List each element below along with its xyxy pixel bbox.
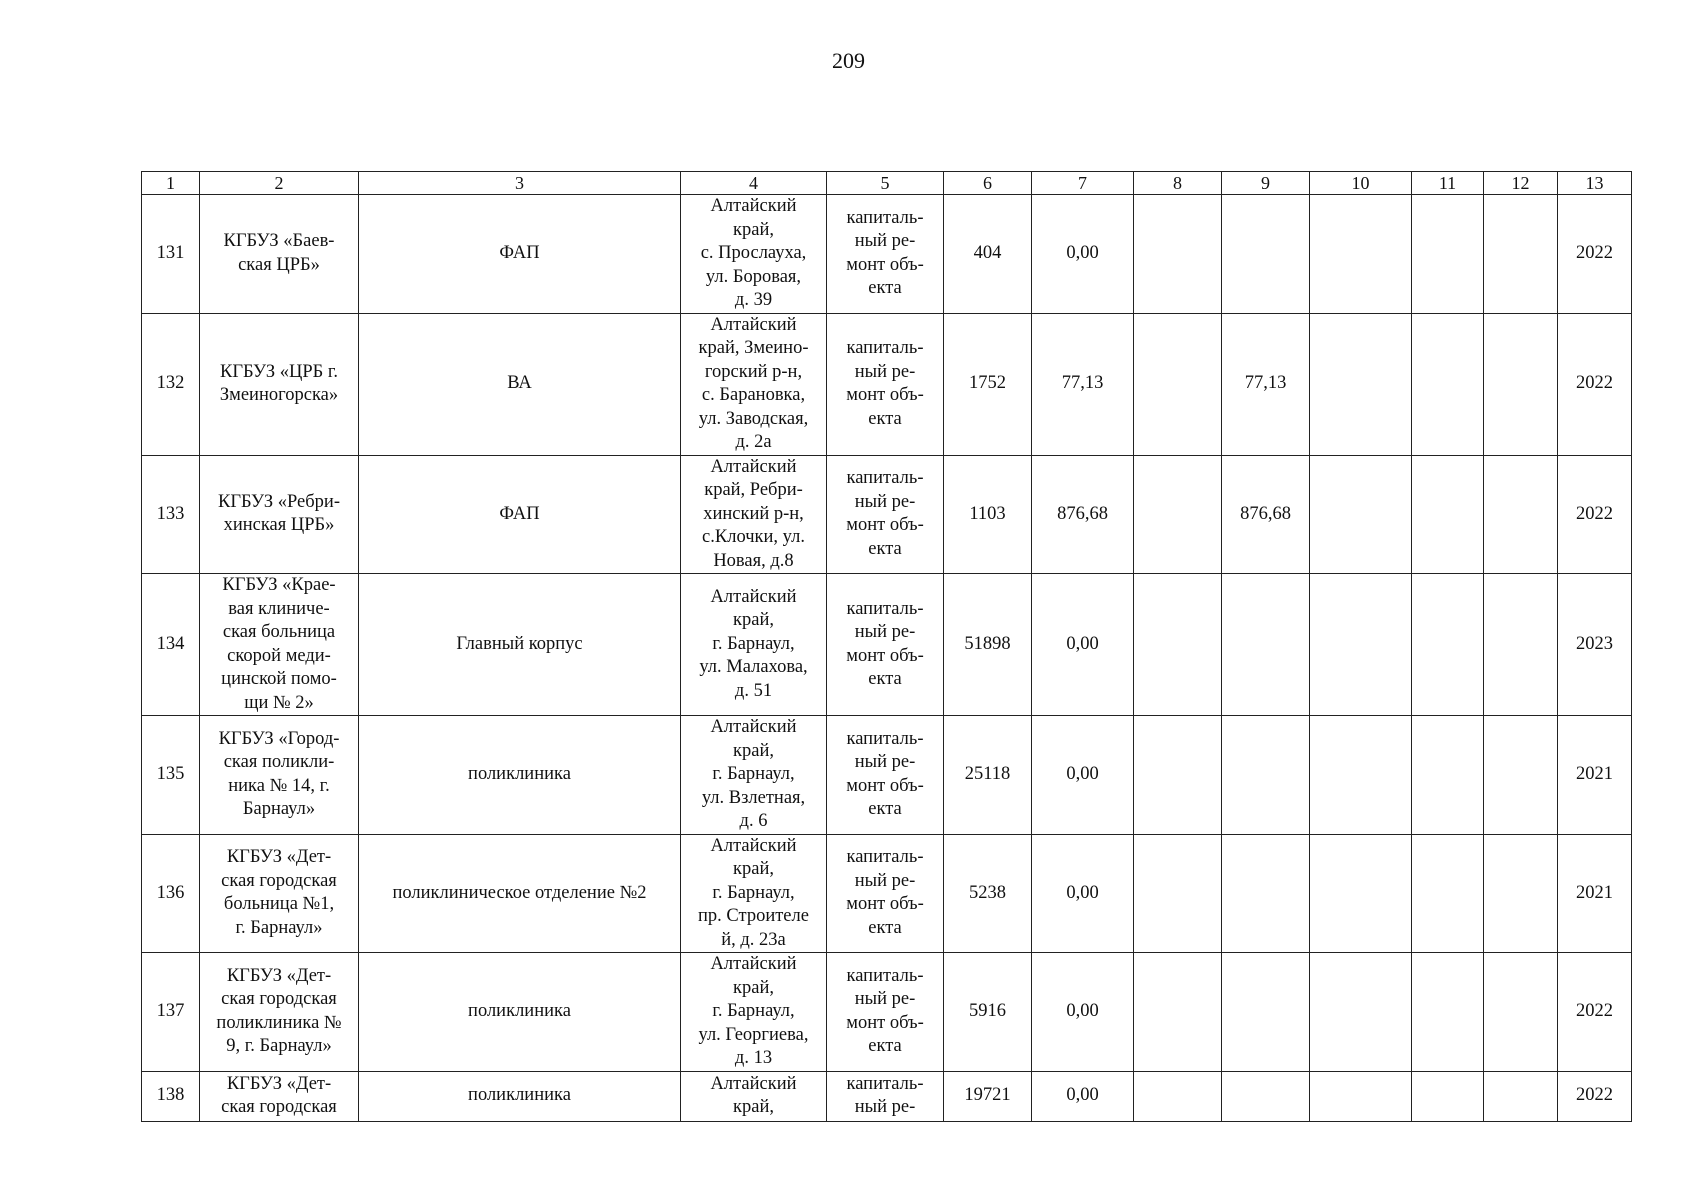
cell-line: капиталь- xyxy=(846,468,924,489)
cell-line: ный ре- xyxy=(854,989,916,1010)
cell-line: Змеиногорска» xyxy=(219,385,339,405)
table-row xyxy=(142,1071,1632,1121)
cell-line: ный ре- xyxy=(854,870,916,891)
cell-line: с. Барановка, xyxy=(701,385,806,405)
cell-line: г. Барнаул, xyxy=(712,882,795,903)
row-number: 136 xyxy=(142,834,200,953)
object-cell: поликлиника xyxy=(359,953,681,1072)
cell-line: КГБУЗ «Дет- xyxy=(226,1073,332,1094)
col-7-cell: 0,00 xyxy=(1032,716,1134,835)
table-row xyxy=(142,953,1632,1072)
object-cell: ФАП xyxy=(359,195,681,314)
cell-line: ный ре- xyxy=(854,231,916,252)
cell-line: пр. Строителе xyxy=(698,906,809,926)
cell-line: скорой меди- xyxy=(227,645,331,666)
cell-line: д. 6 xyxy=(739,811,768,831)
work-type-cell xyxy=(827,953,944,1072)
address-cell xyxy=(681,313,827,455)
cell-line: г. Барнаул, xyxy=(712,1001,795,1021)
col-10-cell xyxy=(1310,716,1412,835)
cell-line: Алтайский xyxy=(710,196,797,216)
col-7-cell: 0,00 xyxy=(1032,195,1134,314)
col-8-cell xyxy=(1134,953,1222,1072)
organization-cell xyxy=(200,716,359,835)
col-7-cell: 77,13 xyxy=(1032,313,1134,455)
cell-line: монт объ- xyxy=(846,645,924,666)
row-number: 138 xyxy=(142,1071,200,1121)
cell-line: ный ре- xyxy=(854,622,916,642)
cell-line: монт объ- xyxy=(846,385,924,405)
col-11-cell xyxy=(1412,574,1484,716)
col-8-cell xyxy=(1134,455,1222,574)
col-9-cell: 77,13 xyxy=(1222,313,1310,455)
col-11-cell xyxy=(1412,716,1484,835)
cell-line: щи № 2» xyxy=(244,692,314,713)
address-cell xyxy=(681,455,827,574)
cell-line: ул. Георгиева, xyxy=(698,1024,809,1045)
col-10-cell xyxy=(1310,313,1412,455)
address-cell xyxy=(681,1071,827,1121)
col-7-cell: 0,00 xyxy=(1032,834,1134,953)
address-cell xyxy=(681,195,827,314)
cell-line: ская городская xyxy=(221,870,337,891)
address-cell xyxy=(681,716,827,835)
column-number: 13 xyxy=(1558,172,1632,195)
year-cell: 2021 xyxy=(1558,834,1632,953)
cell-line: Алтайский xyxy=(710,717,797,737)
col-8-cell xyxy=(1134,834,1222,953)
col-9-cell xyxy=(1222,953,1310,1072)
col-11-cell xyxy=(1412,455,1484,574)
address-cell xyxy=(681,834,827,953)
column-number: 12 xyxy=(1484,172,1558,195)
object-cell: поликлиника xyxy=(359,1071,681,1121)
column-number: 3 xyxy=(359,172,681,195)
cell-line: д. 13 xyxy=(734,1048,773,1068)
col-11-cell xyxy=(1412,313,1484,455)
cell-line: екта xyxy=(868,799,902,820)
cell-line: Алтайский xyxy=(710,314,797,335)
work-type-cell xyxy=(827,574,944,716)
cell-line: монт объ- xyxy=(846,1012,924,1033)
col-10-cell xyxy=(1310,834,1412,953)
col-9-cell xyxy=(1222,574,1310,716)
column-number: 11 xyxy=(1412,172,1484,195)
col-6-cell: 51898 xyxy=(944,574,1032,716)
row-number: 131 xyxy=(142,195,200,314)
cell-line: ская ЦРБ» xyxy=(238,254,320,275)
row-number: 133 xyxy=(142,455,200,574)
col-10-cell xyxy=(1310,953,1412,1072)
col-10-cell xyxy=(1310,455,1412,574)
col-12-cell xyxy=(1484,313,1558,455)
cell-line: край, xyxy=(733,859,774,879)
col-12-cell xyxy=(1484,716,1558,835)
cell-line: капиталь- xyxy=(846,847,924,868)
column-number: 7 xyxy=(1032,172,1134,195)
year-cell: 2021 xyxy=(1558,716,1632,835)
year-cell: 2022 xyxy=(1558,953,1632,1072)
col-9-cell: 876,68 xyxy=(1222,455,1310,574)
cell-line: екта xyxy=(868,538,902,559)
cell-line: ская поликли- xyxy=(223,752,335,773)
table-row xyxy=(142,455,1632,574)
cell-line: Алтайский xyxy=(710,954,797,974)
cell-line: г. Барнаул, xyxy=(712,764,795,784)
work-type-cell xyxy=(827,834,944,953)
data-table xyxy=(141,171,1632,1122)
column-number: 10 xyxy=(1310,172,1412,195)
work-type-cell xyxy=(827,195,944,314)
cell-line: г. Барнаул, xyxy=(712,633,795,654)
address-cell xyxy=(681,953,827,1072)
col-10-cell xyxy=(1310,574,1412,716)
col-11-cell xyxy=(1412,953,1484,1072)
col-10-cell xyxy=(1310,1071,1412,1121)
cell-line: екта xyxy=(868,1036,902,1057)
col-11-cell xyxy=(1412,834,1484,953)
cell-line: ская больница xyxy=(222,622,336,642)
work-type-cell xyxy=(827,716,944,835)
cell-line: поликлиника № xyxy=(216,1012,342,1033)
table-row xyxy=(142,313,1632,455)
col-9-cell xyxy=(1222,716,1310,835)
cell-line: ул. Малахова, xyxy=(699,657,808,678)
cell-line: г. Барнаул» xyxy=(235,917,323,938)
page-number: 209 xyxy=(832,48,865,73)
work-type-cell xyxy=(827,1071,944,1121)
col-7-cell: 0,00 xyxy=(1032,953,1134,1072)
column-number: 8 xyxy=(1134,172,1222,195)
col-11-cell xyxy=(1412,1071,1484,1121)
cell-line: капиталь- xyxy=(846,728,924,749)
organization-cell xyxy=(200,455,359,574)
object-cell: поликлиническое отделение №2 xyxy=(359,834,681,953)
col-12-cell xyxy=(1484,953,1558,1072)
cell-line: КГБУЗ «Дет- xyxy=(226,965,332,986)
cell-line: екта xyxy=(868,278,902,299)
cell-line: горский р-н, xyxy=(704,361,803,382)
col-8-cell xyxy=(1134,574,1222,716)
object-cell: ФАП xyxy=(359,455,681,574)
col-6-cell: 404 xyxy=(944,195,1032,314)
organization-cell xyxy=(200,313,359,455)
cell-line: 9, г. Барнаул» xyxy=(226,1036,332,1057)
row-number: 135 xyxy=(142,716,200,835)
cell-line: край, xyxy=(733,219,774,240)
cell-line: монт объ- xyxy=(846,775,924,796)
col-12-cell xyxy=(1484,834,1558,953)
col-8-cell xyxy=(1134,195,1222,314)
col-6-cell: 1103 xyxy=(944,455,1032,574)
year-cell: 2022 xyxy=(1558,455,1632,574)
cell-line: д. 2а xyxy=(735,432,772,452)
col-8-cell xyxy=(1134,1071,1222,1121)
year-cell: 2023 xyxy=(1558,574,1632,716)
table-row xyxy=(142,834,1632,953)
table-row xyxy=(142,716,1632,835)
year-cell: 2022 xyxy=(1558,313,1632,455)
cell-line: КГБУЗ «Ребри- xyxy=(218,491,340,512)
object-cell: поликлиника xyxy=(359,716,681,835)
table-row xyxy=(142,574,1632,716)
row-number: 132 xyxy=(142,313,200,455)
cell-line: КГБУЗ «Крае- xyxy=(222,575,336,595)
column-number: 5 xyxy=(827,172,944,195)
cell-line: край, xyxy=(733,977,774,998)
organization-cell xyxy=(200,1071,359,1121)
cell-line: ника № 14, г. xyxy=(228,775,330,796)
cell-line: край, Ребри- xyxy=(704,480,803,500)
cell-line: КГБУЗ «ЦРБ г. xyxy=(219,361,339,382)
cell-line: й, д. 23а xyxy=(721,929,786,950)
cell-line: край, xyxy=(733,610,774,631)
organization-cell xyxy=(200,574,359,716)
col-7-cell: 0,00 xyxy=(1032,574,1134,716)
cell-line: с. Прослауха, xyxy=(700,243,807,263)
cell-line: Алтайский xyxy=(710,835,797,856)
cell-line: капиталь- xyxy=(846,598,924,619)
cell-line: ул. Взлетная, xyxy=(701,787,806,808)
cell-line: вая клиниче- xyxy=(228,598,330,619)
table-row xyxy=(142,195,1632,314)
col-6-cell: 5238 xyxy=(944,834,1032,953)
cell-line: КГБУЗ «Дет- xyxy=(226,847,332,868)
cell-line: ный ре- xyxy=(854,752,916,773)
cell-line: Новая, д.8 xyxy=(713,550,794,571)
cell-line: д. 39 xyxy=(734,290,773,310)
cell-line: хинский р-н, xyxy=(703,503,804,524)
organization-cell xyxy=(200,953,359,1072)
cell-line: монт объ- xyxy=(846,254,924,275)
column-number: 6 xyxy=(944,172,1032,195)
cell-line: д. 51 xyxy=(734,680,773,701)
cell-line: Алтайский xyxy=(710,586,797,607)
col-9-cell xyxy=(1222,195,1310,314)
cell-line: Алтайский xyxy=(710,1073,797,1094)
cell-line: капиталь- xyxy=(846,207,924,228)
object-cell: Главный корпус xyxy=(359,574,681,716)
cell-line: край, xyxy=(733,1097,774,1117)
cell-line: ская городская xyxy=(221,1097,337,1117)
column-number: 4 xyxy=(681,172,827,195)
organization-cell xyxy=(200,195,359,314)
cell-line: ская городская xyxy=(221,989,337,1010)
col-12-cell xyxy=(1484,195,1558,314)
cell-line: хинская ЦРБ» xyxy=(223,515,335,536)
column-number: 2 xyxy=(200,172,359,195)
cell-line: КГБУЗ «Баев- xyxy=(223,231,335,252)
col-10-cell xyxy=(1310,195,1412,314)
year-cell: 2022 xyxy=(1558,1071,1632,1121)
organization-cell xyxy=(200,834,359,953)
cell-line: Алтайский xyxy=(710,456,797,477)
col-8-cell xyxy=(1134,716,1222,835)
cell-line: екта xyxy=(868,408,902,429)
col-12-cell xyxy=(1484,455,1558,574)
cell-line: ул. Заводская, xyxy=(698,408,809,429)
col-11-cell xyxy=(1412,195,1484,314)
table-body xyxy=(142,172,1632,1122)
cell-line: Барнаул» xyxy=(242,799,316,820)
cell-line: капиталь- xyxy=(846,338,924,358)
object-cell: ВА xyxy=(359,313,681,455)
cell-line: екта xyxy=(868,669,902,689)
col-8-cell xyxy=(1134,313,1222,455)
col-6-cell: 19721 xyxy=(944,1071,1032,1121)
cell-line: ный ре- xyxy=(854,1097,916,1117)
col-12-cell xyxy=(1484,574,1558,716)
cell-line: екта xyxy=(868,917,902,938)
cell-line: край, Змеино- xyxy=(698,338,809,358)
col-7-cell: 0,00 xyxy=(1032,1071,1134,1121)
col-12-cell xyxy=(1484,1071,1558,1121)
address-cell xyxy=(681,574,827,716)
column-number-row xyxy=(142,172,1632,195)
column-number: 9 xyxy=(1222,172,1310,195)
cell-line: КГБУЗ «Город- xyxy=(218,728,340,749)
cell-line: больница №1, xyxy=(223,894,335,915)
col-6-cell: 5916 xyxy=(944,953,1032,1072)
work-type-cell xyxy=(827,313,944,455)
cell-line: капиталь- xyxy=(846,1073,924,1094)
year-cell: 2022 xyxy=(1558,195,1632,314)
row-number: 134 xyxy=(142,574,200,716)
cell-line: ный ре- xyxy=(854,361,916,382)
column-number: 1 xyxy=(142,172,200,195)
cell-line: ный ре- xyxy=(854,491,916,512)
col-7-cell: 876,68 xyxy=(1032,455,1134,574)
cell-line: край, xyxy=(733,740,774,761)
col-6-cell: 1752 xyxy=(944,313,1032,455)
col-9-cell xyxy=(1222,834,1310,953)
cell-line: монт объ- xyxy=(846,515,924,536)
work-type-cell xyxy=(827,455,944,574)
col-9-cell xyxy=(1222,1071,1310,1121)
cell-line: с.Клочки, ул. xyxy=(702,527,805,547)
cell-line: капиталь- xyxy=(846,965,924,986)
cell-line: монт объ- xyxy=(846,894,924,915)
cell-line: цинской помо- xyxy=(221,669,337,689)
col-6-cell: 25118 xyxy=(944,716,1032,835)
row-number: 137 xyxy=(142,953,200,1072)
cell-line: ул. Боровая, xyxy=(705,266,802,287)
